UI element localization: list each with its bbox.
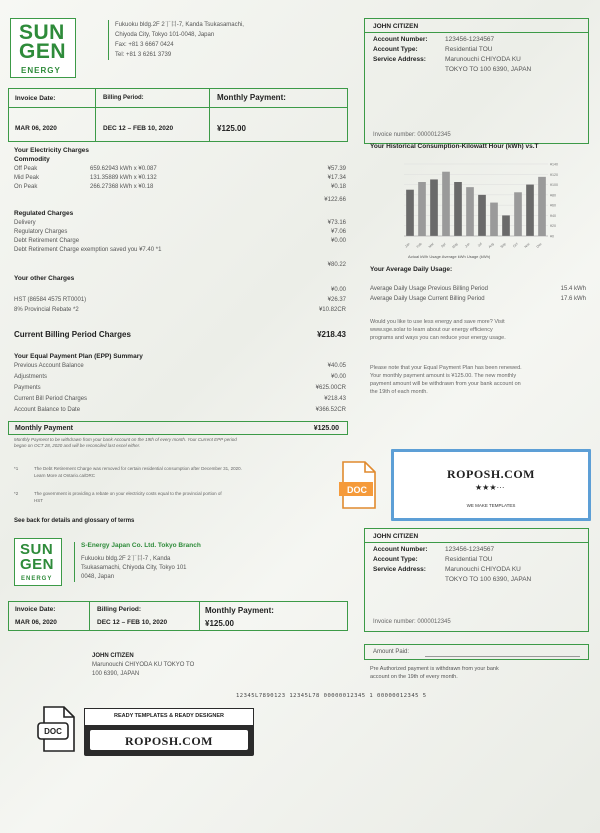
doc-file-icon xyxy=(337,460,379,510)
promo-banner xyxy=(84,708,254,756)
logo-line-3: ENERGY xyxy=(21,66,61,75)
other-label-2: 8% Provincial Rebate *2 xyxy=(14,307,79,313)
current-charges-row xyxy=(14,330,346,339)
barcode-text: 12345L7890123 12345L78 00000012345 1 00000012345 5 xyxy=(236,693,427,699)
epp-row xyxy=(14,374,346,380)
watermark-stars: ★★★··· xyxy=(475,483,505,492)
stub-invoice-col-divider-2 xyxy=(199,602,200,630)
stub-service-address-2: TOKYO TO 100 6390, JAPAN xyxy=(445,576,532,583)
watermark-title: ROPOSH.COM xyxy=(447,467,535,481)
company-fax: Fax: +81 3 6667 0424 xyxy=(115,42,174,48)
chart-x-tick-label: Dec xyxy=(535,241,543,249)
chart-bar xyxy=(490,203,498,236)
epp-label-2: Payments xyxy=(14,385,41,391)
chart-title: Your Historical Consumption-Kilowatt Hour (kWh) vs.T xyxy=(370,143,539,150)
chart-y-tick-label: ¥40 xyxy=(550,213,556,218)
stub-company-addr: Tsukasamachi, Chiyoda City, Tokyo 101 xyxy=(81,565,187,571)
chart-x-tick-label: Apr xyxy=(440,241,447,249)
stub-mail-addr: 100 6390, JAPAN xyxy=(92,671,140,677)
chart-bar xyxy=(442,172,450,236)
epp-text-line: the 19th of each month. xyxy=(370,389,428,395)
customer-divider xyxy=(365,32,588,33)
customer-box xyxy=(364,18,589,144)
chart-x-tick-label: Jul xyxy=(476,241,483,248)
doc-file-icon-bottom xyxy=(36,705,78,753)
commodity-row xyxy=(14,166,346,172)
chart-x-tick-label: May xyxy=(451,241,459,250)
other-amount-0: ¥0.00 xyxy=(330,287,346,293)
monthly-payment-label: Monthly Payment: xyxy=(217,93,286,102)
footnote-2 xyxy=(14,490,344,503)
charges-title: Your Electricity Charges xyxy=(14,147,90,154)
chart-x-tick-label: Feb xyxy=(415,241,423,249)
chart-bar xyxy=(430,179,438,236)
solar-text-line: www.sge.solar to learn about our energy efficiency xyxy=(370,327,493,333)
commodity-detail-2: 266.27368 kWh x ¥0.18 xyxy=(90,184,154,190)
epp-text-line: payment amount will be withdrawn from your bank account on xyxy=(370,381,521,387)
chart-bar xyxy=(454,182,462,236)
epp-text-line: Your monthly payment amount is ¥125.00. The new monthly xyxy=(370,373,517,379)
footnote-1-line-2: Learn More at Ontario.ca/DRC xyxy=(34,473,96,478)
billing-period: DEC 12 – FEB 10, 2020 xyxy=(103,125,174,132)
watermark-box xyxy=(391,449,591,521)
chart-bar xyxy=(514,192,522,236)
current-charges-label: Current Billing Period Charges xyxy=(14,330,131,339)
chart-x-tick-label: Jun xyxy=(464,241,471,249)
solar-text xyxy=(370,318,590,342)
stub-company-addr: 0048, Japan xyxy=(81,574,115,580)
chart-y-tick-label: ¥0 xyxy=(550,234,554,239)
epp-row xyxy=(14,385,346,391)
stub-invoice-date: MAR 06, 2020 xyxy=(15,619,57,626)
stub-invoice-date-label: Invoice Date: xyxy=(15,606,56,613)
logo-line-2: GEN xyxy=(19,40,67,63)
footnote-2-line-1: The government is providing a rebate on your electricity costs equal to the provincial portion of xyxy=(34,491,222,496)
epp-amount-3: ¥218.43 xyxy=(324,396,346,402)
logo-line-1: SUN xyxy=(19,21,65,44)
chart-y-tick-label: ¥120 xyxy=(550,172,558,177)
regulated-amount-2: ¥0.00 xyxy=(330,238,346,244)
watermark-sub: WE MAKE TEMPLATES xyxy=(466,503,516,508)
chart-x-tick-label: Mar xyxy=(427,241,435,249)
commodity-detail-1: 131.35889 kWh x ¥0.132 xyxy=(90,175,157,181)
monthly-payment-bar xyxy=(8,421,348,435)
account-number-label: Account Number: xyxy=(373,36,428,43)
daily-prev-label: Average Daily Usage Previous Billing Period xyxy=(370,286,488,292)
chart-x-tick-label: Oct xyxy=(512,241,519,249)
consumption-chart xyxy=(376,158,556,268)
stub-billing-period: DEC 12 – FEB 10, 2020 xyxy=(97,619,168,626)
doc-file-label: DOC xyxy=(347,485,367,495)
epp-label-3: Current Bill Period Charges xyxy=(14,396,88,402)
epp-row xyxy=(14,363,346,369)
regulated-amount-1: ¥7.06 xyxy=(330,229,346,235)
chart-x-tick-label: Sep xyxy=(499,241,507,249)
commodity-label-1: Mid Peak xyxy=(14,175,40,181)
daily-prev-value: 15.4 kWh xyxy=(560,286,586,292)
monthly-payment-bar-value: ¥125.00 xyxy=(313,425,339,432)
commodity-amount-0: ¥57.39 xyxy=(327,166,346,172)
invoice-date-label: Invoice Date: xyxy=(15,95,56,102)
chart-y-tick-label: ¥100 xyxy=(550,183,558,188)
regulated-label-1: Regulatory Charges xyxy=(14,229,68,235)
chart-y-tick-label: ¥20 xyxy=(550,224,556,229)
monthly-note-line-1: Monthly Payment to be withdrawn from your bank Account on the 19th of every month. Your Current EPP period xyxy=(14,437,237,442)
regulated-label: Regulated Charges xyxy=(14,210,74,217)
company-address-line: Chiyoda City, Tokyo 101-0048, Japan xyxy=(115,32,215,38)
monthly-payment-bar-label: Monthly Payment xyxy=(15,425,73,432)
commodity-amount-2: ¥0.18 xyxy=(330,184,346,190)
chart-bar xyxy=(502,215,510,236)
other-amount-2: ¥10.82CR xyxy=(318,307,346,313)
epp-amount-4: ¥366.52CR xyxy=(315,407,346,413)
chart-x-tick-label: Jan xyxy=(404,241,411,249)
daily-curr-row xyxy=(370,296,590,302)
stub-service-address-1: Marunouchi CHIYODA KU xyxy=(445,566,521,573)
stub-company-addr: Fukuoku bldg.2F 2丁目-7 , Kanda xyxy=(81,556,171,562)
stub-logo-line-1: SUN xyxy=(20,541,54,558)
invoice-box-col-divider-1 xyxy=(95,89,96,141)
invoice-box xyxy=(8,88,348,142)
epp-row xyxy=(14,407,346,413)
stub-logo-line-2: GEN xyxy=(20,556,55,573)
promo-banner-line-2: ROPOSH.COM xyxy=(125,734,213,748)
stub-billing-period-label: Billing Period: xyxy=(97,606,142,613)
company-tel: Tel: +81 3 6261 3739 xyxy=(115,52,172,58)
daily-curr-value: 17.6 kWh xyxy=(560,296,586,302)
other-label-1: HST (86584 4575 RT0001) xyxy=(14,297,87,303)
customer-name: JOHN CITIZEN xyxy=(373,23,419,30)
stub-monthly-payment-label: Monthly Payment: xyxy=(205,606,274,615)
commodity-label-2: On Peak xyxy=(14,184,38,190)
amount-paid-label: Amount Paid: xyxy=(373,649,410,655)
chart-bar xyxy=(466,187,474,236)
regulated-row xyxy=(14,229,346,235)
other-amount-1: ¥26.37 xyxy=(327,297,346,303)
promo-banner-line-1: READY TEMPLATES & READY DESIGNER xyxy=(113,713,225,719)
pre-auth-line: account on the 19th of every month. xyxy=(370,674,458,680)
regulated-total: ¥80.22 xyxy=(327,262,346,268)
amount-paid-input[interactable] xyxy=(425,656,580,657)
stub-customer-name: JOHN CITIZEN xyxy=(373,533,419,540)
regulated-row xyxy=(14,238,346,244)
footnote-text xyxy=(34,465,344,479)
stub-invoice-box xyxy=(8,601,348,631)
footnote-1-line-1: The Debt Retirement Charge was removed for certain residential consumption after December 31, 2020. xyxy=(34,466,242,471)
commodity-label-0: Off Peak xyxy=(14,166,38,172)
stub-account-type: Residential TOU xyxy=(445,556,493,563)
monthly-note xyxy=(14,437,344,449)
other-row xyxy=(14,297,346,303)
current-charges-total: ¥218.43 xyxy=(317,330,346,339)
regulated-label-0: Delivery xyxy=(14,220,36,226)
doc-file-label-bottom: DOC xyxy=(44,727,62,736)
regulated-row xyxy=(14,220,346,226)
service-address-2: TOKYO TO 100 6390, JAPAN xyxy=(445,66,532,73)
chart-y-tick-label: ¥80 xyxy=(550,193,556,198)
epp-label-0: Previous Account Balance xyxy=(14,363,84,369)
stub-logo-line-3: ENERGY xyxy=(21,576,53,582)
invoice-box-header-divider xyxy=(9,107,347,108)
chart-bar xyxy=(526,185,534,236)
footnote-2-line-2: HST xyxy=(34,498,43,503)
monthly-note-line-2: began on OCT 28, 2020 and will be reconciled last excel either. xyxy=(14,443,141,448)
regulated-label-2: Debt Retirement Charge xyxy=(14,238,80,244)
footnote-1 xyxy=(14,465,344,478)
stub-logo xyxy=(14,538,62,586)
chart-legend: Actual kWh Usage Average kWh Usage (kWh) xyxy=(408,254,491,259)
invoice-box-col-divider-2 xyxy=(209,89,210,141)
stub-amount-paid-row xyxy=(364,644,589,660)
chart-bar xyxy=(406,190,414,236)
daily-curr-label: Average Daily Usage Current Billing Period xyxy=(370,296,485,302)
chart-bar xyxy=(478,195,486,236)
footnote-mark: *1 xyxy=(14,466,19,471)
epp-label-4: Account Balance to Date xyxy=(14,407,81,413)
stub-account-type-label: Account Type: xyxy=(373,556,418,563)
stub-customer-divider xyxy=(365,542,588,543)
daily-usage-title: Your Average Daily Usage: xyxy=(370,266,453,273)
commodity-row xyxy=(14,184,346,190)
epp-renewal-text xyxy=(370,364,590,396)
pre-auth-line: Pre Authorized payment is withdrawn from your bank xyxy=(370,666,499,672)
regulated-row xyxy=(14,247,346,253)
stub-company-name: S-Energy Japan Co. Ltd. Tokyo Branch xyxy=(81,542,201,549)
footnote-mark: *2 xyxy=(14,491,19,496)
invoice-date: MAR 06, 2020 xyxy=(15,125,57,132)
footnote-text xyxy=(34,490,344,504)
stub-account-number: 123456-1234567 xyxy=(445,546,495,553)
account-type-label: Account Type: xyxy=(373,46,418,53)
company-address xyxy=(108,20,328,60)
see-back-text: See back for details and glossary of terms xyxy=(14,518,135,524)
other-row xyxy=(14,307,346,313)
billing-period-label: Billing Period: xyxy=(103,95,144,101)
epp-row xyxy=(14,396,346,402)
epp-amount-0: ¥40.05 xyxy=(327,363,346,369)
solar-text-line: Would you like to use less energy and save more? Visit xyxy=(370,319,505,325)
account-type: Residential TOU xyxy=(445,46,493,53)
chart-y-tick-label: ¥60 xyxy=(550,203,556,208)
stub-invoice-number: Invoice number: 0000012345 xyxy=(373,619,451,625)
chart-y-tick-label: ¥140 xyxy=(550,162,558,167)
epp-amount-1: ¥0.00 xyxy=(330,374,346,380)
epp-amount-2: ¥625.00CR xyxy=(315,385,346,391)
stub-mail-name: JOHN CITIZEN xyxy=(92,653,134,659)
account-number: 123456-1234567 xyxy=(445,36,495,43)
stub-invoice-col-divider-1 xyxy=(89,602,90,630)
daily-prev-row xyxy=(370,286,590,292)
epp-label: Your Equal Payment Plan (EPP) Summary xyxy=(14,353,143,360)
invoice-number: Invoice number: 0000012345 xyxy=(373,132,451,138)
commodity-amount-1: ¥17.34 xyxy=(327,175,346,181)
chart-x-tick-label: Aug xyxy=(487,241,495,249)
stub-account-number-label: Account Number: xyxy=(373,546,428,553)
service-address-1: Marunouchi CHIYODA KU xyxy=(445,56,521,63)
regulated-amount-0: ¥73.16 xyxy=(327,220,346,226)
commodity-row xyxy=(14,175,346,181)
commodity-label: Commodity xyxy=(14,156,50,163)
logo xyxy=(10,18,76,78)
stub-monthly-payment: ¥125.00 xyxy=(205,619,234,628)
stub-company xyxy=(74,542,274,582)
monthly-payment-amount: ¥125.00 xyxy=(217,124,246,133)
other-label: Your other Charges xyxy=(14,275,75,282)
stub-service-address-label: Service Address: xyxy=(373,566,426,573)
solar-text-line: programs and ways you can reduce your energy usage. xyxy=(370,335,506,341)
chart-bar xyxy=(418,182,426,236)
stub-mail-addr: Marunouchi CHIYODA KU TOKYO TO xyxy=(92,662,195,668)
stub-customer-box xyxy=(364,528,589,632)
epp-text-line: Please note that your Equal Payment Plan has been renewed. xyxy=(370,365,522,371)
pre-auth-text xyxy=(370,665,590,681)
commodity-total: ¥122.66 xyxy=(324,197,346,203)
epp-label-1: Adjustments xyxy=(14,374,48,380)
service-address-label: Service Address: xyxy=(373,56,426,63)
chart-bar xyxy=(538,177,546,236)
stub-customer-address xyxy=(92,652,194,679)
company-address-line: Fukuoku bldg.2F 2丁目-7, Kanda Tsukasamachi, xyxy=(115,22,244,28)
regulated-label-3: Debt Retirement Charge exemption saved you ¥7.40 *1 xyxy=(14,247,162,253)
commodity-detail-0: 659.62943 kWh x ¥0.087 xyxy=(90,166,157,172)
chart-x-tick-label: Nov xyxy=(523,241,531,249)
